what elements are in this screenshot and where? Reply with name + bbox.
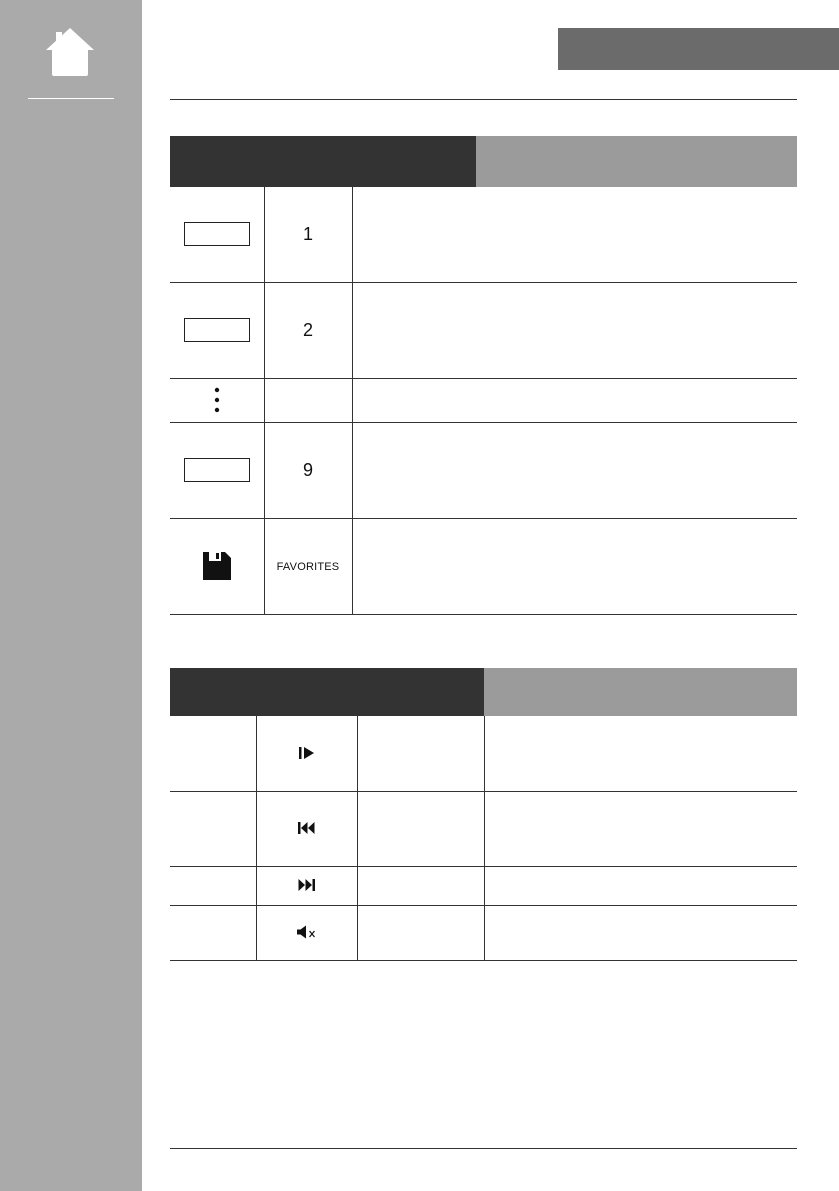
description-cell: [484, 716, 797, 791]
sidebar-divider: [28, 98, 114, 99]
label-cell: [264, 378, 352, 422]
function-cell: [357, 791, 484, 866]
preset-button-outline: [184, 318, 250, 342]
function-cell: [352, 518, 476, 614]
table-row: [170, 187, 797, 282]
description-cell: [476, 187, 797, 282]
header-cell: [256, 668, 357, 716]
function-cell: [352, 422, 476, 518]
header-cell: [352, 136, 476, 187]
function-cell: [357, 905, 484, 960]
preset-button-outline: [184, 222, 250, 246]
playback-table: [170, 668, 797, 961]
home-icon[interactable]: [44, 26, 96, 78]
bottom-divider: [170, 1148, 797, 1149]
table-row: [170, 518, 797, 614]
table-row: [170, 866, 797, 905]
icon-cell: [256, 866, 357, 905]
table-header-row: [170, 668, 797, 716]
key-cell: [170, 866, 256, 905]
section-header-bar: [558, 28, 839, 70]
description-cell: [476, 422, 797, 518]
key-cell: [170, 282, 264, 378]
preset-button-outline: [184, 458, 250, 482]
label-cell: [264, 422, 352, 518]
header-cell: [357, 668, 484, 716]
favorites-label: FAVORITES: [276, 561, 340, 573]
play-pause-icon: [299, 746, 315, 760]
label-cell: [264, 187, 352, 282]
description-cell: [476, 518, 797, 614]
icon-cell: [256, 791, 357, 866]
next-track-icon: [298, 878, 315, 892]
key-table: [170, 136, 797, 615]
icon-cell: [256, 905, 357, 960]
sidebar: [0, 0, 142, 1191]
key-label: 1: [302, 223, 313, 244]
header-cell: [170, 136, 264, 187]
description-cell: [476, 282, 797, 378]
key-cell: [170, 518, 264, 614]
key-cell: [170, 187, 264, 282]
header-cell: [264, 136, 352, 187]
table-row: [170, 282, 797, 378]
key-cell: [170, 791, 256, 866]
top-divider: [170, 99, 797, 100]
label-cell: [264, 518, 352, 614]
table-row: [170, 378, 797, 422]
key-cell: [170, 905, 256, 960]
key-cell: [170, 422, 264, 518]
key-cell: [170, 716, 256, 791]
label-cell: [264, 282, 352, 378]
function-cell: [357, 716, 484, 791]
key-label: 2: [302, 319, 313, 340]
icon-cell: [256, 716, 357, 791]
header-cell: [476, 136, 797, 187]
description-cell: [484, 791, 797, 866]
description-cell: [484, 866, 797, 905]
key-cell: [170, 378, 264, 422]
table-row: [170, 905, 797, 960]
previous-track-icon: [298, 821, 315, 835]
save-icon: [201, 550, 233, 582]
function-cell: [352, 282, 476, 378]
table-row: [170, 791, 797, 866]
function-cell: [352, 378, 476, 422]
description-cell: [484, 905, 797, 960]
header-cell: [170, 668, 256, 716]
description-cell: [476, 378, 797, 422]
function-cell: [357, 866, 484, 905]
mute-icon: [297, 925, 317, 939]
function-cell: [352, 187, 476, 282]
key-label: 9: [302, 459, 313, 480]
table-row: [170, 422, 797, 518]
table-header-row: [170, 136, 797, 187]
table-row: [170, 716, 797, 791]
header-cell: [484, 668, 797, 716]
vertical-dots-icon: [214, 387, 220, 413]
